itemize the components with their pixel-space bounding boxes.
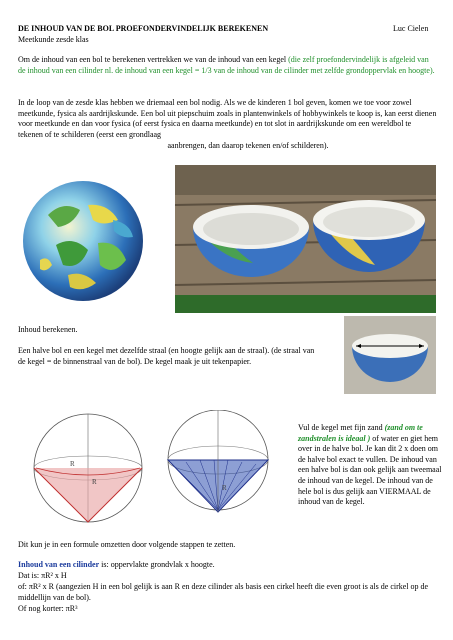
sand-rest: of water en giet hem over in de halve bol. Je kan dit 2 x doen om de halve bol exact te vullen. De inhoud van een halve bol is dan ook gelijk aan tweemaal de inhoud van de kegel. De inhoud van de hele bol is dus gelijk aan VIERMAAL de inhoud van de kegel.	[298, 433, 442, 507]
intro-green-text: (die zelf proefondervindelijk is afgeleid van de inhoud van een cilinder nl. de inhoud van een kegel = 1/3 van de inhoud van de cilinder met zelfde grondoppervlak en hoogte).	[18, 55, 435, 75]
sketch-radius-label-2: R	[70, 460, 75, 468]
hemisphere-cone-text: Een halve bol en een kegel met dezelfde straal (en hoogte gelijk aan de straal). (de straal van de kegel = de binnenstraal van de bol). De kegel maak je uit tekenpapier.	[18, 346, 315, 366]
cylinder-definition	[18, 560, 215, 571]
sketch-radius-label-3: R	[222, 484, 227, 492]
sand-emphasis: (zand om te zandstralen is ideaal )	[298, 423, 423, 443]
hemisphere-radius-photo	[344, 316, 436, 394]
author: Luc Cielen	[393, 24, 429, 33]
two-hemispheres-photo	[175, 165, 436, 313]
formula-korter: Of nog korter: πR³	[18, 604, 78, 613]
intro-text: Om de inhoud van een bol te berekenen vertrekken we van de inhoud van een kegel	[18, 55, 289, 64]
formula-of-line: of: πR² x R (aangezien H in een bol gelijk is aan R en deze cilinder als basis een cirkel heeft die even groot is als de cirkel op de middellijn van de bol).	[18, 582, 429, 602]
sand-lead: Vul de kegel met fijn zand	[298, 423, 385, 432]
formula-dat-is: Dat is: πR² x H	[18, 571, 67, 580]
painted-globe-photo	[18, 165, 148, 313]
cylinder-rest: is: oppervlakte grondvlak x hoogte.	[99, 560, 215, 569]
section-heading-inhoud: Inhoud berekenen.	[18, 325, 78, 334]
subtitle: Meetkunde zesde klas	[18, 35, 89, 44]
cylinder-label: Inhoud van een cilinder	[18, 560, 100, 569]
formula-intro: Dit kun je in een formule omzetten door volgende stappen te zetten.	[18, 540, 236, 549]
sphere-usage-paragraph-end: aanbrengen, dan daarop tekenen en/of schilderen).	[167, 141, 329, 150]
intro-paragraph	[18, 55, 438, 76]
sand-paragraph	[298, 423, 443, 508]
sketch-radius-label: R	[92, 478, 97, 486]
page-title: DE INHOUD VAN DE BOL PROEFONDERVINDELIJK BEREKENEN	[18, 24, 269, 33]
sphere-cone-sketch	[18, 410, 290, 530]
sphere-usage-paragraph: In de loop van de zesde klas hebben we driemaal een bol nodig. Als we de kinderen 1 bol geven, komen we toe voor zowel meetkunde, fysica als aardrijkskunde. Een bol uit piepschuim zoals in plantenwinkels of hobbywinkels te koop is, kan eerst dienen voor meetkunde en dan voor fysica (of eerst fysica en daarna meetkunde) en tot slot in aardrijkskunde om een wereldbol te tekenen of te schilderen (eerst een grondlaag	[18, 98, 437, 139]
